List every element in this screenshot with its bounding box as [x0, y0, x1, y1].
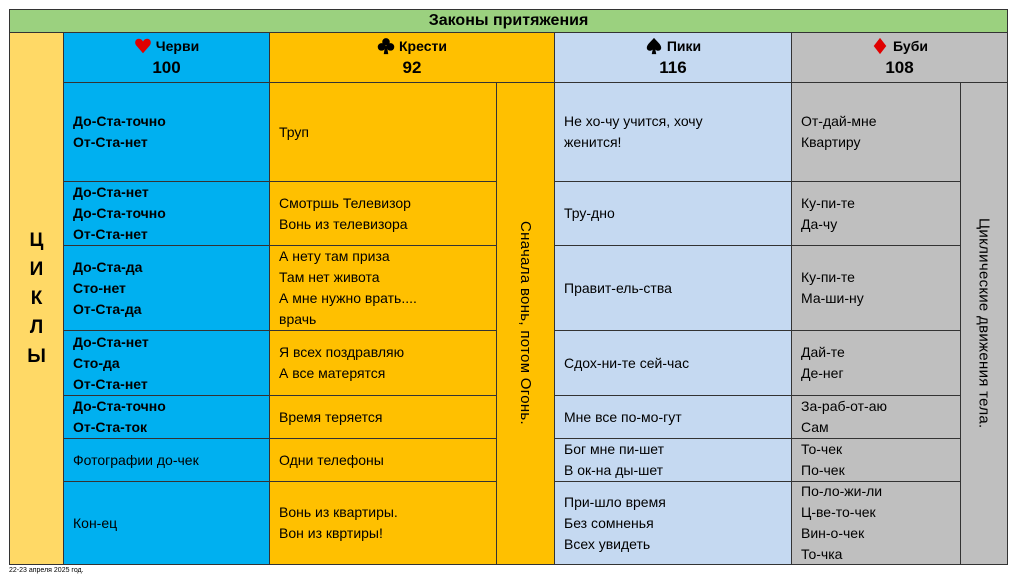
table-cell-clubs: Смотршь Телевизор Вонь из телевизора: [269, 181, 497, 246]
table-cell-hearts: До-Ста-нет Сто-да От-Ста-нет: [63, 330, 270, 396]
column-count: 100: [152, 58, 181, 77]
side-label-text: Ц И К Л Ы: [27, 230, 46, 367]
page-title: Законы притяжения: [428, 12, 589, 29]
table-cell-hearts: До-Ста-точно От-Ста-ток: [63, 395, 270, 439]
column-name: Буби: [893, 38, 928, 54]
table-cell-diamonds: По-ло-жи-ли Ц-ве-то-чек Вин-о-чек То-чка: [791, 481, 961, 565]
table-cell-diamonds: За-раб-от-аю Сам: [791, 395, 961, 439]
clubs-vertical-text: Сначала вонь, потом Огонь.: [517, 221, 534, 426]
table-cell-diamonds: Ку-пи-те Да-чу: [791, 181, 961, 246]
table-cell-hearts: До-Ста-нет До-Ста-точно От-Ста-нет: [63, 181, 270, 246]
heart-icon: [134, 37, 152, 55]
diamonds-vertical-cell: [960, 82, 1008, 565]
column-name: Пики: [666, 38, 702, 54]
table-cell-diamonds: Дай-те Де-нег: [791, 330, 961, 396]
table-cell-hearts: До-Ста-да Сто-нет От-Ста-да: [63, 245, 270, 331]
diamond-icon: [871, 37, 889, 55]
table-cell-hearts: До-Ста-точно От-Ста-нет: [63, 82, 270, 182]
table-cell-spades: Мне все по-мо-гут: [554, 395, 792, 439]
table-cell-diamonds: Ку-пи-те Ма-ши-ну: [791, 245, 961, 331]
side-label: [9, 32, 64, 565]
clubs-vertical-cell: [496, 82, 555, 565]
table-cell-spades: При-шло время Без сомненья Всех увидеть: [554, 481, 792, 565]
column-count: 108: [885, 58, 914, 77]
table-cell-hearts: Фотографии до-чек: [63, 438, 270, 482]
table-cell-spades: Тру-дно: [554, 181, 792, 246]
table-cell-clubs: Труп: [269, 82, 497, 182]
column-header-diamonds: [791, 32, 1008, 83]
table-cell-clubs: Вонь из квартиры. Вон из квртиры!: [269, 481, 497, 565]
column-count: 116: [659, 58, 687, 77]
column-name: Черви: [155, 38, 200, 54]
column-header-clubs: [269, 32, 555, 83]
title-bar: [9, 9, 1008, 33]
table-cell-diamonds: То-чек По-чек: [791, 438, 961, 482]
table-cell-spades: Сдох-ни-те сей-час: [554, 330, 792, 396]
table-cell-spades: Правит-ель-ства: [554, 245, 792, 331]
table-cell-clubs: Я всех поздравляю А все матерятся: [269, 330, 497, 396]
table-cell-hearts: Кон-ец: [63, 481, 270, 565]
column-header-hearts: [63, 32, 270, 83]
column-name: Крести: [399, 38, 447, 54]
column-count: 92: [402, 58, 422, 77]
table-cell-spades: Бог мне пи-шет В ок-на ды-шет: [554, 438, 792, 482]
spade-icon: [645, 37, 663, 55]
table-cell-spades: Не хо-чу учится, хочу женится!: [554, 82, 792, 182]
diamonds-vertical-text: Циклические движения тела.: [975, 218, 993, 429]
club-icon: [377, 37, 395, 55]
table-cell-clubs: Время теряется: [269, 395, 497, 439]
table-cell-clubs: Одни телефоны: [269, 438, 497, 482]
footer-date: 22-23 апреля 2025 год.: [9, 567, 84, 574]
table-cell-clubs: А нету там приза Там нет живота А мне нужно врать.... врачь: [269, 245, 497, 331]
column-header-spades: [554, 32, 792, 83]
table-cell-diamonds: От-дай-мне Квартиру: [791, 82, 961, 182]
